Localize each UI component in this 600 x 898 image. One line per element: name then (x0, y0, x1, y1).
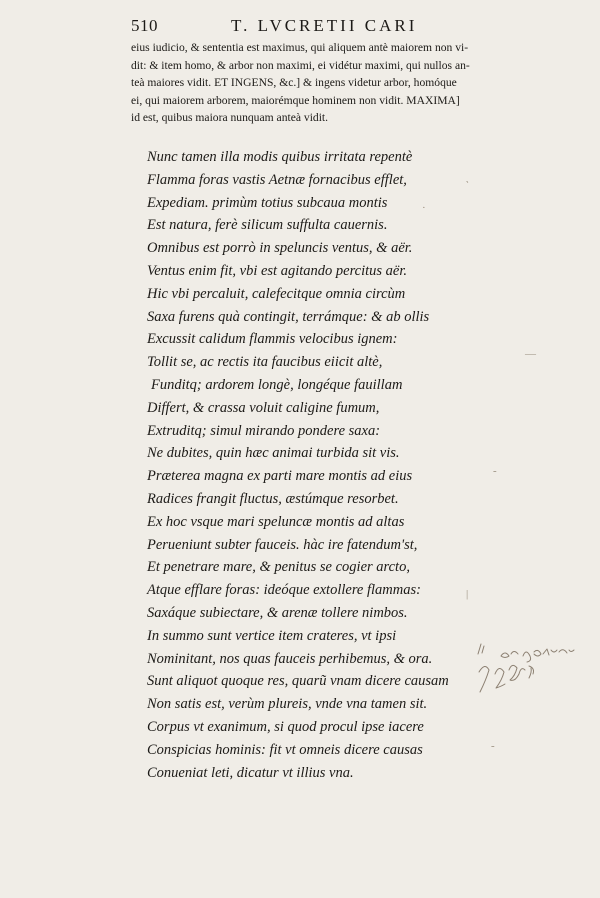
commentary-line: id est, quibus maiora nunquam anteà vidit. (131, 111, 329, 125)
margin-tick-mark: ‐ (491, 740, 495, 752)
verse-line: Non satis est, verùm plureis, vnde vna tamen sit. (147, 696, 428, 713)
verse-line: Hic vbi percaluit, calefecitque omnia circùm (147, 285, 406, 302)
verse-line: Sunt aliquot quoque res, quarũ vnam dicere causam (147, 673, 449, 690)
page-header (131, 16, 551, 38)
verse-line: Excussit calidum flammis velocibus ignem: (147, 331, 398, 348)
verse-line: Atque efflare foras: ideóque extollere flammas: (147, 582, 421, 599)
verse-line: Conspicias hominis: fit vt omneis dicere causas (147, 741, 423, 758)
commentary-line: dit: & item homo, & arbor non maximi, ei vidétur maximi, qui nullos an- (131, 58, 470, 72)
verse-line: Expediam. primùm totius subcaua montis (147, 194, 388, 211)
margin-tick-mark: ‐ (493, 465, 497, 477)
verse-line: Saxáque subiectare, & arenæ tollere nimbos. (147, 604, 408, 621)
verse-line: Ex hoc vsque mari speluncæ montis ad altas (147, 513, 405, 530)
margin-tick-mark: · (422, 202, 426, 214)
verse-line: Omnibus est porrò in speluncis ventus, & aër. (147, 240, 413, 257)
verse-line: Tollit se, ac rectis ita faucibus eiicit altè, (147, 354, 383, 371)
verse-line: Perueniunt subter fauceis. hàc ire fatendum'st, (147, 536, 418, 553)
commentary-block (131, 39, 559, 127)
verse-line: Ne dubites, quin hæc animai turbida sit vis. (147, 445, 400, 462)
commentary-line: eius iudicio, & sententia est maximus, qui aliquem antè maiorem non vi- (131, 41, 469, 54)
verse-line: Flamma foras vastis Aetnæ fornacibus efflet, (147, 171, 407, 188)
margin-tick-mark: | (466, 588, 469, 600)
verse-line: Præterea magna ex parti mare montis ad eius (147, 468, 413, 485)
verse-line: Radices frangit fluctus, æstúmque resorbet. (147, 490, 399, 507)
margin-tick-mark: — (525, 348, 536, 360)
verse-line: Extruditq; simul mirando pondere saxa: (147, 422, 381, 439)
running-title: T. LVCRETII CARI (231, 16, 418, 35)
verse-line: Est natura, ferè silicum suffulta cauernis. (147, 217, 388, 234)
verse-line: Saxa furens quà contingit, terrámque: & ab ollis (147, 308, 430, 325)
verse-line: Funditq; ardorem longè, longéque fauillam (151, 376, 403, 393)
handwritten-annotation-drawing (471, 642, 581, 712)
verse-line: Differt, & crassa voluit caligine fumum, (147, 399, 380, 416)
verse-line: In summo sunt vertice item crateres, vt ipsi (147, 627, 397, 644)
handwritten-annotation (471, 642, 581, 712)
verse-block (147, 146, 487, 784)
verse-line: Et penetrare mare, & penitus se cogier arcto, (147, 559, 410, 576)
verse-line: Nunc tamen illa modis quibus irritata repentè (147, 149, 413, 165)
commentary-line: ei, qui maiorem arborem, maiorémque hominem non vidit. MAXIMA] (131, 93, 460, 107)
margin-tick-mark: ‵ (466, 180, 469, 192)
verse-line: Ventus enim fit, vbi est agitando percitus aër. (147, 262, 408, 279)
commentary-line: teà maiores vidit. ET INGENS, &c.] & ingens videtur arbor, homóque (131, 76, 457, 90)
verse-line: Corpus vt exanimum, si quod procul ipse iacere (147, 718, 424, 735)
page-number: 510 (131, 16, 158, 35)
verse-line: Nominitant, nos quas fauceis perhibemus, & ora. (147, 650, 433, 667)
verse-line: Conueniat leti, dicatur vt illius vna. (147, 764, 354, 781)
